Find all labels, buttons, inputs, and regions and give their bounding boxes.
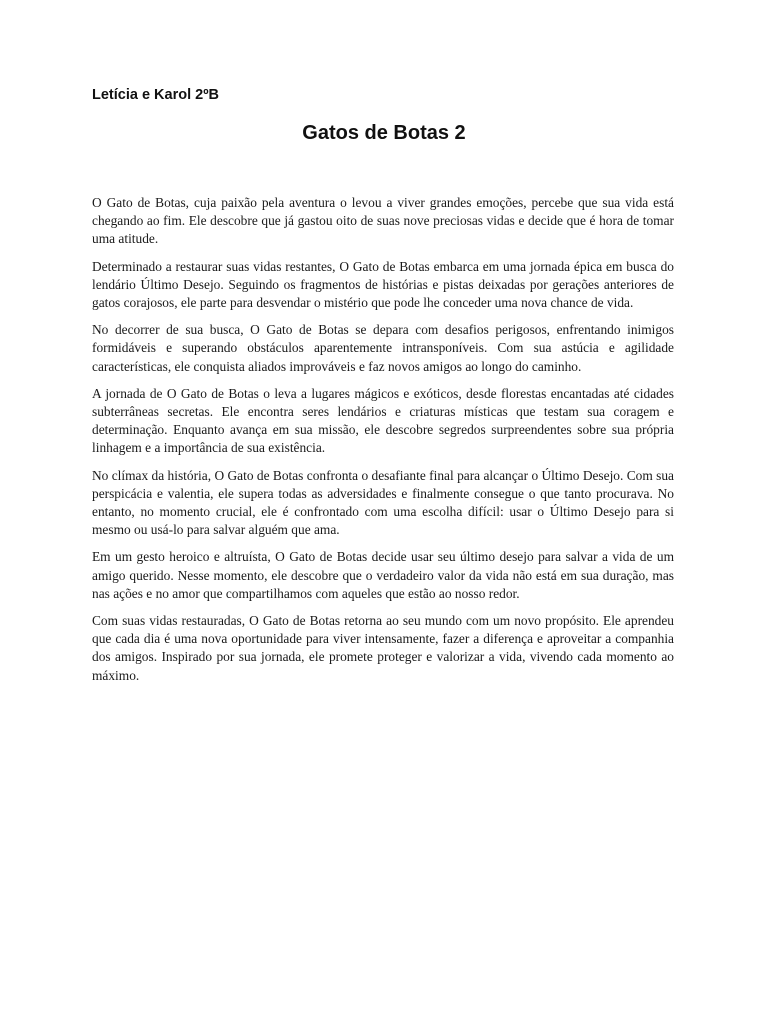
paragraph: O Gato de Botas, cuja paixão pela aventura o levou a viver grandes emoções, percebe que sua vida está chegando ao fim. Ele descobre que já gastou oito de suas nove preciosas vidas e decide que é hora de tomar uma atitude. [92,195,674,247]
document-authors: Letícia e Karol 2ºB [92,87,219,103]
paragraph: Em um gesto heroico e altruísta, O Gato de Botas decide usar seu último desejo para salvar a vida de um amigo querido. Nesse momento, ele descobre que o verdadeiro valor da vida não está em sua duração, mas nas ações e no amor que compartilhamos com aqueles que estão ao nosso redor. [92,549,674,601]
document-title: Gatos de Botas 2 [302,122,466,144]
paragraph: A jornada de O Gato de Botas o leva a lugares mágicos e exóticos, desde florestas encantadas até cidades subterrâneas secretas. Ele encontra seres lendários e criaturas místicas que testam sua coragem e determinação. Enquanto avança em sua missão, ele descobre segredos surpreendentes sobre sua própria linhagem e a importância de sua existência. [92,385,674,456]
paragraph: No decorrer de sua busca, O Gato de Botas se depara com desafios perigosos, enfrentando inimigos formidáveis e superando obstáculos aparentemente intransponíveis. Com sua astúcia e agilidade características, ele conquista aliados improváveis e faz novos amigos ao longo do caminho. [92,322,674,374]
paragraph: Com suas vidas restauradas, O Gato de Botas retorna ao seu mundo com um novo propósito. Ele aprendeu que cada dia é uma nova oportunidade para viver intensamente, fazer a diferença e aproveitar a companhia dos amigos. Inspirado por sua jornada, ele promete proteger e valorizar a vida, vivendo cada momento ao máximo. [92,613,674,683]
document-body [92,194,674,694]
paragraph: No clímax da história, O Gato de Botas confronta o desafiante final para alcançar o Último Desejo. Com sua perspicácia e valentia, ele supera todas as adversidades e finalmente consegue o que tanto procurava. No entanto, no momento crucial, ele é confrontado com uma escolha difícil: usar o Último Desejo para si mesmo ou usá-lo para salvar alguém que ama. [92,467,674,538]
paragraph: Determinado a restaurar suas vidas restantes, O Gato de Botas embarca em uma jornada épica em busca do lendário Último Desejo. Seguindo os fragmentos de histórias e pistas deixadas por gerações anteriores de gatos corajosos, ele parte para desvendar o mistério que pode lhe conceder uma nova chance de vida. [92,258,674,311]
